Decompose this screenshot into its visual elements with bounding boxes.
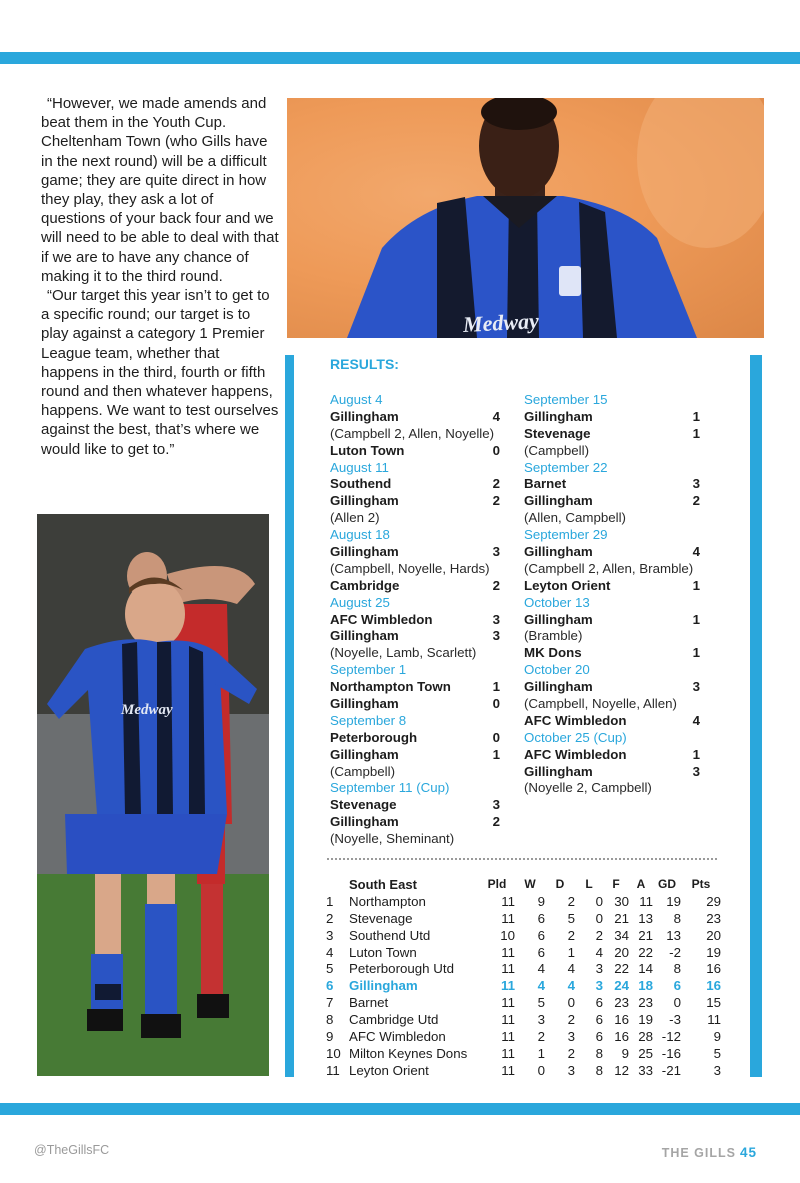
result-team-text: Gillingham <box>524 611 593 627</box>
league-stat: 23 <box>638 995 653 1011</box>
result-team-text: Northampton Town <box>330 679 451 695</box>
league-stat: 20 <box>614 944 629 960</box>
result-score: 1 <box>692 746 700 762</box>
league-stat: 21 <box>614 910 629 926</box>
league-stat: 0 <box>567 995 575 1011</box>
result-team <box>330 730 500 747</box>
result-team-text: Gillingham <box>330 408 399 424</box>
league-stat: 19 <box>706 944 721 960</box>
league-table <box>326 876 721 1079</box>
result-date <box>524 527 700 544</box>
result-team <box>330 679 500 696</box>
league-stat: 9 <box>713 1028 721 1044</box>
league-stat: 3 <box>567 1062 575 1078</box>
result-date <box>330 392 500 409</box>
league-position: 5 <box>326 961 334 977</box>
league-stat: 11 <box>501 961 515 977</box>
result-score: 1 <box>492 746 500 762</box>
league-position: 8 <box>326 1012 334 1028</box>
league-team: Stevenage <box>349 910 413 926</box>
result-scorers <box>524 780 700 797</box>
league-stat: 0 <box>595 910 603 926</box>
league-stat: -21 <box>661 1062 681 1078</box>
result-score: 3 <box>692 763 700 779</box>
result-team <box>524 747 700 764</box>
result-score: 1 <box>692 425 700 441</box>
result-score: 3 <box>692 476 700 492</box>
league-stat: 2 <box>595 927 603 943</box>
league-stat: 19 <box>638 1012 653 1028</box>
result-score: 3 <box>492 797 500 813</box>
result-scorers <box>524 696 700 713</box>
result-date-text: September 29 <box>524 527 608 543</box>
result-date-text: August 4 <box>330 392 383 407</box>
league-stat: 11 <box>501 1028 515 1044</box>
results-left-border <box>285 355 294 1077</box>
league-stat: 14 <box>638 961 653 977</box>
league-stat: 4 <box>567 978 575 994</box>
result-team <box>524 612 700 629</box>
league-team: Leyton Orient <box>349 1062 429 1078</box>
result-date-text: September 22 <box>524 459 608 475</box>
result-date-text: August 25 <box>330 594 390 610</box>
twitter-handle: @TheGillsFC <box>34 1143 110 1157</box>
league-stat: 11 <box>501 1045 515 1061</box>
result-team <box>330 797 500 814</box>
table-row <box>326 944 721 961</box>
league-team: Northampton <box>349 893 426 909</box>
league-stat: 25 <box>638 1045 653 1061</box>
shirt-sponsor-text: Medway <box>121 702 173 718</box>
col-header: GD <box>658 877 676 892</box>
result-scorers-text: (Noyelle, Sheminant) <box>330 831 455 847</box>
result-date-text: September 1 <box>330 662 407 678</box>
league-stat: 4 <box>537 961 545 977</box>
col-header: Pts <box>691 877 711 892</box>
league-stat: 19 <box>666 893 681 909</box>
article-paragraph-2: “Our target this year isn’t to get to a specific round; our target is to play against a category 1 Premier League team, whether that happens in the third, fourth or fifth round and then whatever happens, happens. We want to test ourselves against the best, that’s where we would like to get to.” <box>41 287 279 458</box>
table-row <box>326 1011 721 1028</box>
result-team-text: Gillingham <box>330 628 399 644</box>
result-score: 1 <box>692 645 700 661</box>
league-stat: 10 <box>500 927 515 943</box>
result-team-text: Gillingham <box>524 408 593 424</box>
league-stat: 1 <box>537 1045 545 1061</box>
league-position: 10 <box>326 1045 341 1061</box>
league-stat: 11 <box>639 893 653 909</box>
col-header: L <box>585 877 593 892</box>
league-stat: 20 <box>706 927 721 943</box>
table-row <box>326 960 721 977</box>
table-row <box>326 1045 721 1062</box>
bottom-accent-bar <box>0 1103 800 1115</box>
league-stat: 13 <box>666 927 681 943</box>
result-score: 3 <box>692 679 700 695</box>
dotted-divider <box>327 858 717 860</box>
result-scorers-text: (Campbell 2, Allen, Noyelle) <box>330 425 495 441</box>
col-header: Pld <box>487 877 507 892</box>
result-score: 2 <box>492 493 500 509</box>
result-team-text: Stevenage <box>524 425 591 441</box>
result-date-text: October 20 <box>524 662 590 678</box>
league-position: 7 <box>326 995 334 1011</box>
result-team-text: Stevenage <box>330 797 397 813</box>
league-stat: 2 <box>567 1045 575 1061</box>
result-date <box>330 527 500 544</box>
league-team: Southend Utd <box>349 927 431 943</box>
league-stat: 18 <box>638 978 653 994</box>
league-position: 2 <box>326 910 334 926</box>
result-team <box>330 544 500 561</box>
col-header: W <box>524 877 536 892</box>
league-position: 11 <box>326 1062 340 1078</box>
result-scorers-text: (Campbell, Noyelle, Hards) <box>330 560 490 576</box>
result-team-text: Leyton Orient <box>524 577 611 593</box>
league-position: 3 <box>326 927 334 943</box>
result-date-text: August 11 <box>330 459 389 475</box>
league-stat: 34 <box>614 927 629 943</box>
league-stat: 4 <box>567 961 575 977</box>
result-score: 3 <box>492 628 500 644</box>
result-date-text: September 11 (Cup) <box>330 780 450 796</box>
league-stat: 3 <box>713 1062 721 1078</box>
result-scorers-text: (Allen, Campbell) <box>524 510 626 526</box>
league-stat: 11 <box>501 1062 515 1078</box>
shirt-sponsor-text: Medway <box>462 308 540 337</box>
result-team <box>330 747 500 764</box>
league-stat: -3 <box>669 1012 681 1028</box>
result-team <box>330 814 500 831</box>
page-footer <box>662 1145 757 1160</box>
league-stat: 0 <box>595 893 603 909</box>
results-right-border <box>750 355 762 1077</box>
result-team-text: Gillingham <box>330 814 399 830</box>
league-stat: 29 <box>706 893 721 909</box>
result-score: 2 <box>492 814 500 830</box>
result-team <box>524 409 700 426</box>
result-team-text: Luton Town <box>330 442 405 458</box>
result-team <box>330 493 500 510</box>
result-team <box>330 612 500 629</box>
league-team: AFC Wimbledon <box>349 1028 446 1044</box>
result-score: 3 <box>492 544 500 560</box>
result-scorers <box>524 510 700 527</box>
league-stat: 8 <box>595 1045 603 1061</box>
result-team <box>330 578 500 595</box>
result-score: 0 <box>492 442 500 458</box>
result-scorers <box>524 443 700 460</box>
result-scorers-text: (Campbell) <box>524 442 590 458</box>
league-stat: 2 <box>567 893 575 909</box>
league-position: 1 <box>326 893 334 909</box>
league-stat: 23 <box>706 910 721 926</box>
league-stat: 3 <box>595 978 603 994</box>
result-team <box>524 578 700 595</box>
result-team-text: AFC Wimbledon <box>524 712 627 728</box>
league-stat: 5 <box>537 995 545 1011</box>
magazine-name: THE GILLS <box>661 1146 736 1160</box>
result-date-text: September 8 <box>330 712 407 728</box>
result-score: 4 <box>692 544 700 560</box>
league-stat: 6 <box>595 995 603 1011</box>
col-header: F <box>612 877 620 892</box>
league-stat: 16 <box>706 978 721 994</box>
result-team-text: Peterborough <box>330 729 418 745</box>
league-stat: 6 <box>595 1012 603 1028</box>
result-score: 3 <box>492 611 500 627</box>
table-row <box>326 994 721 1011</box>
league-stat: 6 <box>537 910 545 926</box>
league-team: Barnet <box>349 995 389 1011</box>
league-position: 4 <box>326 944 334 960</box>
league-stat: 11 <box>501 893 515 909</box>
league-stat: 12 <box>614 1062 629 1078</box>
result-scorers <box>330 645 500 662</box>
table-row <box>326 1028 721 1045</box>
result-score: 1 <box>692 577 700 593</box>
league-table-header <box>326 876 721 893</box>
league-stat: 16 <box>706 961 721 977</box>
table-row <box>326 893 721 910</box>
league-stat: 4 <box>537 978 545 994</box>
league-stat: 24 <box>614 978 629 994</box>
result-team <box>524 544 700 561</box>
col-header: D <box>555 877 565 892</box>
league-stat: 11 <box>501 995 515 1011</box>
result-team-text: Gillingham <box>524 544 593 560</box>
league-stat: 3 <box>595 961 603 977</box>
result-team <box>330 696 500 713</box>
league-stat: 8 <box>595 1062 603 1078</box>
result-scorers <box>330 510 500 527</box>
result-team <box>330 409 500 426</box>
result-team-text: Gillingham <box>524 493 593 509</box>
league-stat: 2 <box>567 927 575 943</box>
article-paragraph-1: “However, we made amends and beat them in the Youth Cup. Cheltenham Town (who Gills have in the next round) will be a difficult game; they are quite direct in how they play, they ask a lot of questions of your back four and we will need to be able to deal with that if we are to have any chance of making it to the third round. <box>41 95 279 285</box>
result-score: 0 <box>492 729 500 745</box>
result-date <box>524 392 700 409</box>
result-team <box>524 679 700 696</box>
result-score: 4 <box>692 712 700 728</box>
league-stat: 6 <box>537 944 545 960</box>
result-team-text: Gillingham <box>524 679 593 695</box>
league-stat: -12 <box>661 1028 681 1044</box>
league-stat: 2 <box>567 1012 575 1028</box>
league-stat: 3 <box>567 1028 575 1044</box>
article-text <box>41 94 281 459</box>
league-title: South East <box>349 876 417 892</box>
result-team-text: Gillingham <box>330 493 399 509</box>
result-scorers-text: (Noyelle 2, Campbell) <box>524 780 652 796</box>
league-stat: 33 <box>638 1062 653 1078</box>
result-date <box>330 460 500 477</box>
league-stat: 4 <box>595 944 603 960</box>
table-row <box>326 977 721 994</box>
league-stat: 0 <box>673 995 681 1011</box>
result-scorers <box>330 764 500 781</box>
league-stat: 8 <box>673 910 681 926</box>
result-date-text: October 25 (Cup) <box>524 729 627 745</box>
league-stat: 28 <box>638 1028 653 1044</box>
results-title: RESULTS: <box>330 356 399 372</box>
league-stat: 11 <box>707 1012 721 1028</box>
league-position: 6 <box>326 978 334 994</box>
result-team <box>330 476 500 493</box>
result-scorers <box>524 561 700 578</box>
league-stat: 16 <box>614 1028 629 1044</box>
table-row <box>326 927 721 944</box>
league-team: Peterborough Utd <box>349 961 454 977</box>
league-team: Cambridge Utd <box>349 1012 439 1028</box>
result-date <box>524 662 700 679</box>
result-score: 0 <box>492 696 500 712</box>
col-header: A <box>636 877 646 892</box>
league-stat: 21 <box>638 927 653 943</box>
league-stat: 22 <box>614 961 629 977</box>
league-stat: 5 <box>713 1045 721 1061</box>
result-scorers-text: (Noyelle, Lamb, Scarlett) <box>330 645 477 661</box>
result-team-text: Barnet <box>524 476 567 492</box>
result-score: 1 <box>692 408 700 424</box>
result-score: 2 <box>492 476 500 492</box>
result-date-text: August 18 <box>330 527 390 543</box>
result-score: 2 <box>492 577 500 593</box>
league-stat: 11 <box>501 1012 515 1028</box>
league-stat: 8 <box>673 961 681 977</box>
league-stat: 0 <box>537 1062 545 1078</box>
league-stat: 15 <box>706 995 721 1011</box>
result-date-text: September 15 <box>524 392 608 407</box>
results-column-left <box>330 392 500 848</box>
action-photo <box>37 514 269 1076</box>
result-team <box>524 493 700 510</box>
result-team-text: Southend <box>330 476 392 492</box>
league-stat: 30 <box>614 893 629 909</box>
league-stat: 5 <box>567 910 575 926</box>
result-score: 2 <box>692 493 700 509</box>
result-scorers-text: (Campbell, Noyelle, Allen) <box>524 696 677 712</box>
result-team-text: AFC Wimbledon <box>524 746 627 762</box>
league-stat: 3 <box>537 1012 545 1028</box>
league-stat: -16 <box>661 1045 681 1061</box>
result-date <box>330 780 500 797</box>
result-team-text: Gillingham <box>524 763 593 779</box>
result-date <box>524 595 700 612</box>
result-team-text: Gillingham <box>330 746 399 762</box>
result-date <box>524 730 700 747</box>
league-stat: 6 <box>673 978 681 994</box>
result-score: 4 <box>492 408 500 424</box>
player-portrait-photo <box>287 98 764 338</box>
table-row <box>326 910 721 927</box>
league-stat: 16 <box>614 1012 629 1028</box>
result-score: 1 <box>692 611 700 627</box>
result-team-text: Cambridge <box>330 577 400 593</box>
result-date <box>330 713 500 730</box>
league-stat: 11 <box>501 910 515 926</box>
league-stat: -2 <box>669 944 681 960</box>
page-number: 45 <box>739 1145 757 1160</box>
result-team-text: AFC Wimbledon <box>330 611 433 627</box>
result-team-text: Gillingham <box>330 544 399 560</box>
league-stat: 6 <box>595 1028 603 1044</box>
league-team: Luton Town <box>349 944 417 960</box>
result-team <box>330 628 500 645</box>
table-row <box>326 1062 721 1079</box>
result-team <box>330 443 500 460</box>
result-team <box>524 426 700 443</box>
result-scorers-text: (Allen 2) <box>330 510 380 526</box>
result-team <box>524 645 700 662</box>
league-team: Milton Keynes Dons <box>349 1045 468 1061</box>
result-team-text: MK Dons <box>524 645 582 661</box>
result-score: 1 <box>492 679 500 695</box>
result-scorers-text: (Bramble) <box>524 628 583 644</box>
result-team <box>524 764 700 781</box>
result-date <box>330 595 500 612</box>
league-stat: 22 <box>638 944 653 960</box>
league-stat: 9 <box>621 1045 629 1061</box>
result-scorers-text: (Campbell 2, Allen, Bramble) <box>524 560 694 576</box>
result-scorers-text: (Campbell) <box>330 763 396 779</box>
league-stat: 9 <box>537 893 545 909</box>
result-scorers <box>524 628 700 645</box>
league-team: Gillingham <box>349 978 418 994</box>
top-accent-bar <box>0 52 800 64</box>
result-team <box>524 713 700 730</box>
league-stat: 1 <box>567 944 575 960</box>
result-scorers <box>330 426 500 443</box>
result-scorers <box>330 561 500 578</box>
results-column-right <box>524 392 700 797</box>
league-position: 9 <box>326 1028 334 1044</box>
league-stat: 2 <box>537 1028 545 1044</box>
league-stat: 11 <box>501 944 515 960</box>
result-date <box>330 662 500 679</box>
league-stat: 23 <box>614 995 629 1011</box>
league-stat: 11 <box>500 978 515 994</box>
league-stat: 13 <box>638 910 653 926</box>
result-date <box>524 460 700 477</box>
league-stat: 6 <box>537 927 545 943</box>
result-date-text: October 13 <box>524 594 590 610</box>
result-team <box>524 476 700 493</box>
result-team-text: Gillingham <box>330 696 399 712</box>
result-scorers <box>330 831 500 848</box>
